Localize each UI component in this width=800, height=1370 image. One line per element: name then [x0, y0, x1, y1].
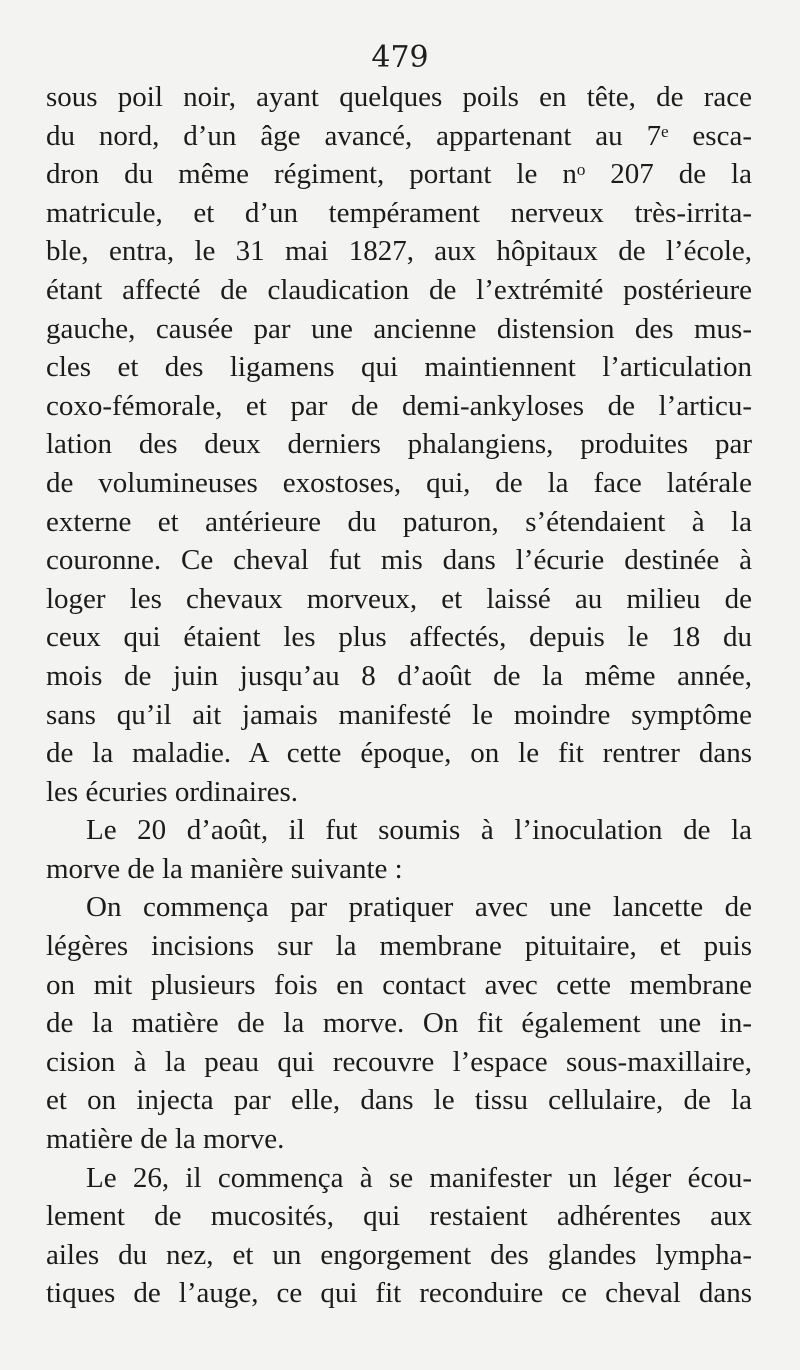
text-line: lation des deux derniers phalangiens, produites par [46, 428, 752, 461]
text-line: dron du même régiment, portant le nᵒ 207 de la [46, 158, 752, 191]
text-line: morve de la manière suivante : [46, 852, 403, 885]
text-line: sous poil noir, ayant quelques poils en tête, de race [46, 81, 752, 113]
text-line: étant affecté de claudication de l’extrémité postérieure [46, 273, 752, 306]
text-line: de volumineuses exostoses, qui, de la face latérale [46, 466, 752, 499]
text-line: Le 20 d’août, il fut soumis à l’inoculation de la [86, 814, 752, 847]
text-line: loger les chevaux morveux, et laissé au milieu de [46, 582, 752, 615]
text-line: du nord, d’un âge avancé, appartenant au 7ᵉ esca- [46, 119, 752, 152]
text-line: de la matière de la morve. On fit également une in- [46, 1007, 752, 1040]
text-line: cles et des ligamens qui maintiennent l’articulation [46, 351, 752, 384]
body-text [46, 78, 752, 1313]
text-line: Le 26, il commença à se manifester un léger écou- [86, 1161, 752, 1194]
text-line: sans qu’il ait jamais manifesté le moindre symptôme [46, 698, 752, 731]
text-line: tiques de l’auge, ce qui fit reconduire ce cheval dans [46, 1277, 752, 1310]
text-line: on mit plusieurs fois en contact avec cette membrane [46, 968, 752, 1001]
text-line: et on injecta par elle, dans le tissu cellulaire, de la [46, 1084, 752, 1117]
text-line: On commença par pratiquer avec une lancette de [86, 891, 752, 924]
text-line: les écuries ordinaires. [46, 775, 299, 808]
text-line: coxo-fémorale, et par de demi-ankyloses de l’articu- [46, 389, 752, 422]
text-line: de la maladie. A cette époque, on le fit rentrer dans [46, 737, 752, 770]
text-line: matière de la morve. [46, 1123, 285, 1156]
text-line: cision à la peau qui recouvre l’espace sous-maxillaire, [46, 1045, 752, 1078]
text-line: couronne. Ce cheval fut mis dans l’écurie destinée à [46, 544, 752, 577]
text-line: légères incisions sur la membrane pituitaire, et puis [46, 930, 752, 963]
text-line: matricule, et d’un tempérament nerveux très-irrita- [46, 196, 752, 229]
text-line: ble, entra, le 31 mai 1827, aux hôpitaux de l’école, [46, 235, 752, 268]
page-number: 479 [371, 40, 429, 75]
text-line: mois de juin jusqu’au 8 d’août de la même année, [46, 659, 752, 692]
text-line: ceux qui étaient les plus affectés, depuis le 18 du [46, 621, 752, 654]
text-line: lement de mucosités, qui restaient adhérentes aux [46, 1200, 752, 1233]
text-line: ailes du nez, et un engorgement des glandes lympha- [46, 1238, 752, 1271]
text-line: externe et antérieure du paturon, s’étendaient à la [46, 505, 752, 538]
text-line: gauche, causée par une ancienne distension des mus- [46, 312, 752, 345]
